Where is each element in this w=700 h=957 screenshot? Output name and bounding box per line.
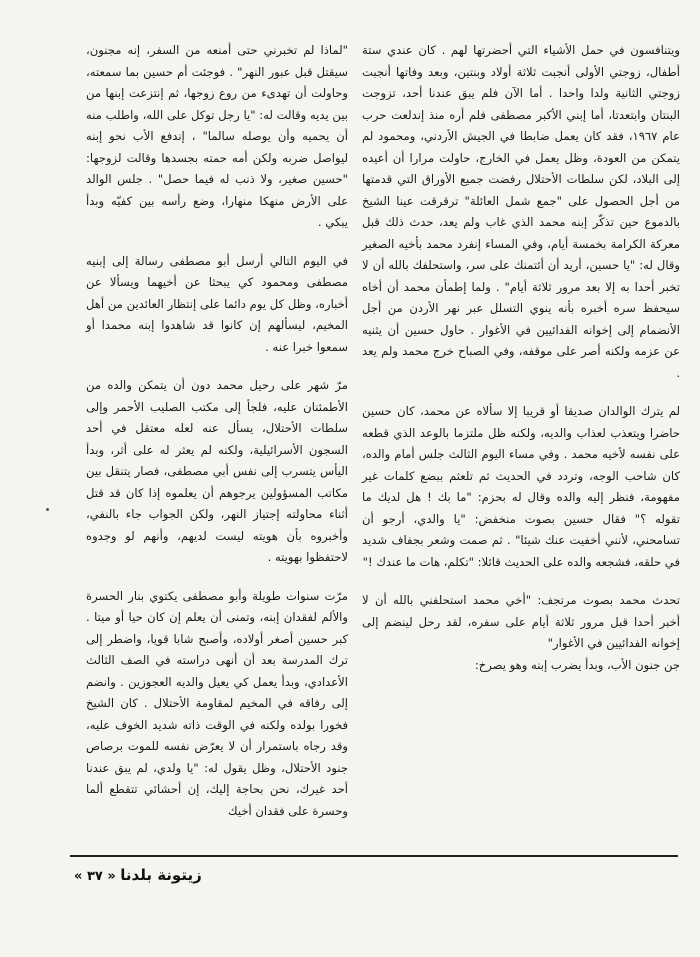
footer-divider bbox=[70, 855, 678, 857]
page-footer bbox=[70, 866, 202, 884]
paragraph: تحدث محمد بصوت مرتجف: "أخي محمد استحلفني بالله أن لا أخبر أحدا قبل مرور ثلاثة أيام على سفره، لقد رحل لينضم إلى إخوانه الفدائيين في الأغوار" bbox=[362, 593, 680, 650]
left-text-column bbox=[86, 40, 348, 839]
right-text-column bbox=[362, 40, 680, 693]
paragraph: في اليوم التالي أرسل أبو مصطفى رسالة إلى إبنيه مصطفى ومحمود كي يبحثا عن أخيهما ويسألا عن أخباره، وظل كل يوم دائما على إنتظار العائدين من أهل المخيم، ليسألهم إن كانوا قد شاهدوا إبنه محمدا أو سمعوا خبرا عنه . bbox=[86, 253, 348, 354]
magazine-title: زيتونة بلدنا bbox=[120, 866, 202, 884]
paragraph: مرّت سنوات طويلة وأبو مصطفى يكتوي بنار الحسرة والألم لفقدان إبنه، وتمنى أن يعلم إن كان حيا أو ميتا . كبر حسين أصغر أولاده، وأصبح شابا قويا، واضطر إلى ترك المدرسة بعد أن أنهى دراسته في الصف الثالث الأعدادي، وبدأ يعمل كي يعيل والديه العجوزين . وانضم إلى رفاقه في المخيم لمقاومة الأحتلال . كان الشيخ فخورا بولده ولكنه في الوقت ذاته شديد الخوف عليه، وقد رجاه باستمرار أن لا يعرّض نفسه للموت برصاص جنود الأحتلال، وظل يقول له: "يا ولدي، لم يبق عندنا أحد غيرك، نحن بحاجة إليك، إن أحشائي تتقطع ألما وحسرة على فقدان أخيك bbox=[86, 588, 348, 818]
paragraph: جن جنون الأب، وبدأ يضرب إبنه وهو يصرخ: bbox=[474, 657, 680, 672]
scan-speck bbox=[46, 508, 49, 511]
page-number: « ٣٧ » bbox=[74, 869, 116, 884]
paragraph: ويتنافسون في حمل الأشياء التي أحضرتها لهم . كان عندي ستة أطفال، زوجتي الأولى أنجبت ثلاثة أولاد وبنتين، وبعد وفاتها أنجبت زوجتي الثانية ولدا واحدا . أما الآن فلم يبق عندنا أحد، تزوجت البنتان وابتعدتا، أما إبني الأكبر مصطفى فلم أره منذ إندلعت حرب عام ١٩٦٧، فقد كان يعمل ضابطا في الجيش الأردني، ومحمود لم يتمكن من العودة، وظل يعمل في الخارج، حاولت مرارا أن أعيده إلى البلاد، لكن سلطات الأحتلال رفضت جميع الأوراق التي قدمتها من أجل الحصول على "جمع شمل العائلة" ترقرقت عينا الشيخ بالدموع حين تذكّر إبنه محمد الذي غاب ولم يعد، حدث ذلك قبل معركة الكرامة بخمسة أيام، وفي المساء إنفرد محمد بأخيه الصغير وقال له: "يا حسين، أريد أن أئتمنك على سر، واستحلفك بالله أن لا تخبر أحدا به إلا بعد مرور ثلاثة أيام" . ولما إطمأن محمد أن أخاه سيحفظ سره أخبره بأنه ينوي التسلل عبر نهر الأردن من أجل الأنضمام إلى إخوانه الفدائيين في الأغوار . حاول حسين أن يثنيه عن عزمه ولكنه أصر على موقفه، وفي الصباح خرج محمد ولم يعد . bbox=[362, 43, 680, 380]
paragraph: لم يترك الوالدان صديقا أو قريبا إلا سألاه عن محمد، كان حسين حاضرا ويتعذب لعذاب والديه، ولكنه ظل ملتزما بالوعد الذي قطعه على نفسه لأخيه محمد . وفي مساء اليوم الثالث جلس أمام والده، كان شاحب الوجه، وتردد في الحديث ثم تلعثم ببضع كلمات غير مفهومة، فنظر إليه والده وقال له بحزم: "ما بك ! هل لديك ما تقوله ؟" فقال حسين بصوت منخفض: "يا والدي، أرجو أن تسامحني، لأنني أخفيت عنك شيئا" . ثم صمت وشعر بجفاف شديد في حلقه، فشجعه والده على الحديث قائلا: "تكلم، هات ما عندك !" bbox=[362, 404, 680, 569]
paragraph: مرّ شهر على رحيل محمد دون أن يتمكن والده من الأطمئنان عليه، فلجأ إلى مكتب الصليب الأحمر وإلى سلطات الأحتلال، يسأل عنه لعله معتقل في أحد السجون الأسرائيلية، ولكنه لم يعثر له على أثر، وبدأ اليأس يتسرب إلى نفس أبي مصطفى، فصار يتنقل بين مكاتب المسؤولين يرجوهم أن يعلموه إذا كان قد قتل أثناء محاولته إجتياز النهر، ولكن الجواب جاء بالنفي، وأخبروه بأن هويته ليست لديهم، وأنهم لو وجدوه لاحتفظوا بهويته . bbox=[86, 378, 348, 564]
paragraph: "لماذا لم تخبرني حتى أمنعه من السفر، إنه مجنون، سيقتل قبل عبور النهر" . فوجئت أم حسين بما سمعته، وحاولت أن تهدىء من روع زوجها، ثم إنتزعت إبنها من بين يديه وقالت له: "يا رجل توكل على الله، واطلب منه أن يحميه وأن يوصله سالما" ، إندفع الأب نحو إبنه ليواصل ضربه ولكن أمه حمته بجسدها وقالت لزوجها: "حسين صغير، ولا ذنب له فيما حصل" . جلس الوالد على الأرض منهكا منهارا، وضع رأسه بين كفيّه وبدأ يبكي . bbox=[86, 43, 348, 229]
